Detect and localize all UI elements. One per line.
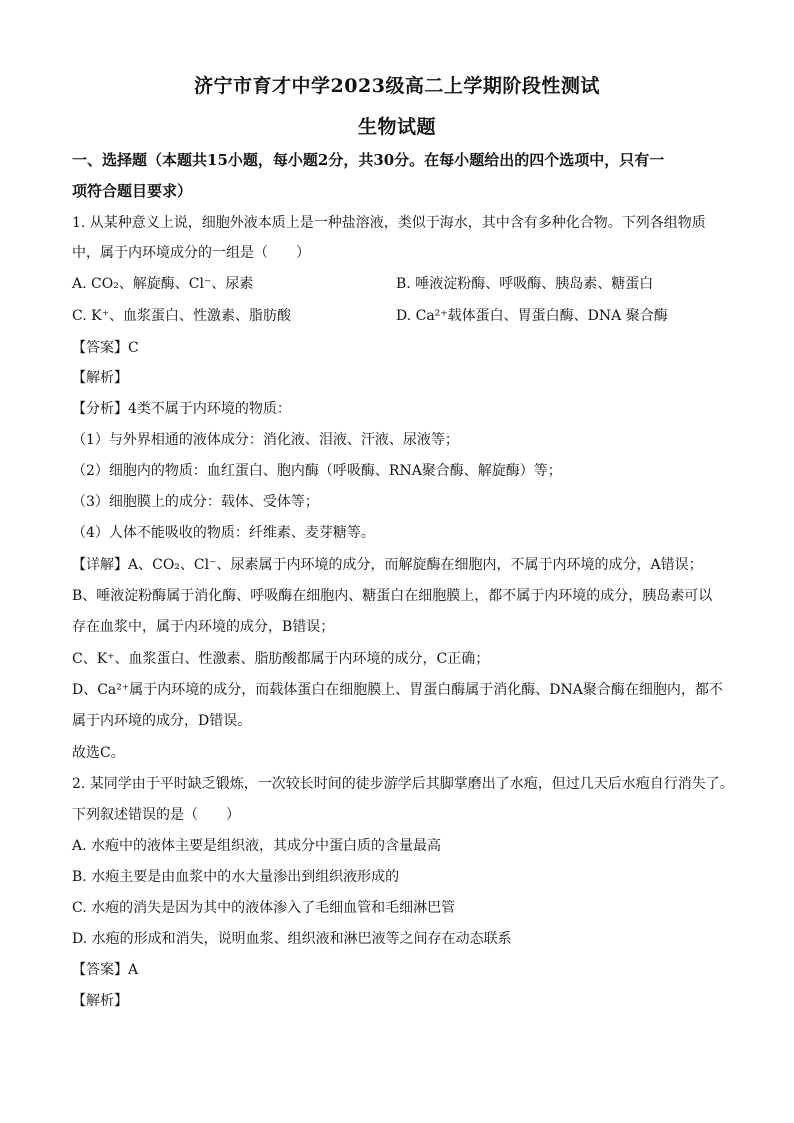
q2-answer: 【答案】A [72,962,139,978]
q1-detail-line2: B、唾液淀粉酶属于消化酶、呼吸酶在细胞内、糖蛋白在细胞膜上，都不属于内环境的成分，胰岛素可以 [72,588,713,604]
q1-analysis-item-1: （1）与外界相通的液体成分：消化液、泪液、汗液、尿液等； [72,432,459,448]
q2-analysis-label: 【解析】 [72,993,128,1009]
q1-option-b: B. 唾液淀粉酶、呼吸酶、胰岛素、糖蛋白 [396,276,654,292]
q1-stem-line2: 中，属于内环境成分的一组是（ ） [72,245,310,261]
q1-analysis-label: 【解析】 [72,370,128,386]
q2-option-d: D. 水疱的形成和消失，说明血浆、组织液和淋巴液等之间存在动态联系 [72,931,512,947]
page-title: 济宁市育才中学2023级高二上学期阶段性测试 [194,75,600,97]
q2-option-b: B. 水疱主要是由血浆中的水大量渗出到组织液形成的 [72,869,400,885]
q1-analysis-item-3: （3）细胞膜上的成分：载体、受体等； [72,494,319,510]
q1-detail-line5: D、Ca²⁺属于内环境的成分，而载体蛋白在细胞膜上、胃蛋白酶属于消化酶、DNA聚合酶在细胞内，都不 [72,682,723,698]
q1-conclusion: 故选C。 [72,745,125,761]
q1-option-d: D. Ca²⁺载体蛋白、胃蛋白酶、DNA 聚合酶 [396,308,668,324]
section-heading-line2: 项符合题目要求） [72,182,193,200]
q2-option-a: A. 水疱中的液体主要是组织液，其成分中蛋白质的含量最高 [72,838,442,854]
q1-analysis-intro: 【分析】4类不属于内环境的物质： [72,401,291,417]
q2-stem-line1: 2. 某同学由于平时缺乏锻炼，一次较长时间的徒步游学后其脚掌磨出了水疱，但过几天后水疱自行消失了。 [72,776,734,792]
q1-answer: 【答案】C [72,340,139,356]
q1-detail-line6: 属于内环境的成分，D错误。 [72,713,252,729]
section-heading-line1: 一、选择题（本题共15小题，每小题2分，共30分。在每小题给出的四个选项中，只有一 [72,151,665,169]
q2-option-c: C. 水疱的消失是因为其中的液体渗入了毛细血管和毛细淋巴管 [72,900,456,916]
q1-analysis-item-4: （4）人体不能吸收的物质：纤维素、麦芽糖等。 [72,525,375,541]
page-subtitle: 生物试题 [357,116,436,138]
q1-option-a: A. CO₂、解旋酶、Cl⁻、尿素 [72,276,254,292]
q2-stem-line2: 下列叙述错误的是（ ） [72,807,240,823]
q1-option-c: C. K⁺、血浆蛋白、性激素、脂肪酸 [72,308,291,324]
q1-stem-line1: 1. 从某种意义上说，细胞外液本质上是一种盐溶液，类似于海水，其中含有多种化合物。下列各组物质 [72,215,706,231]
q1-detail-line3: 存在血浆中，属于内环境的成分，B错误； [72,619,335,635]
q1-analysis-item-2: （2）细胞内的物质：血红蛋白、胞内酶（呼吸酶、RNA聚合酶、解旋酶）等； [72,463,562,479]
q1-detail-line4: C、K⁺、血浆蛋白、性激素、脂肪酸都属于内环境的成分，C正确； [72,651,490,667]
q1-detail-line1: 【详解】A、CO₂、Cl⁻、尿素属于内环境的成分，而解旋酶在细胞内，不属于内环境的成分，A错误； [72,557,703,573]
